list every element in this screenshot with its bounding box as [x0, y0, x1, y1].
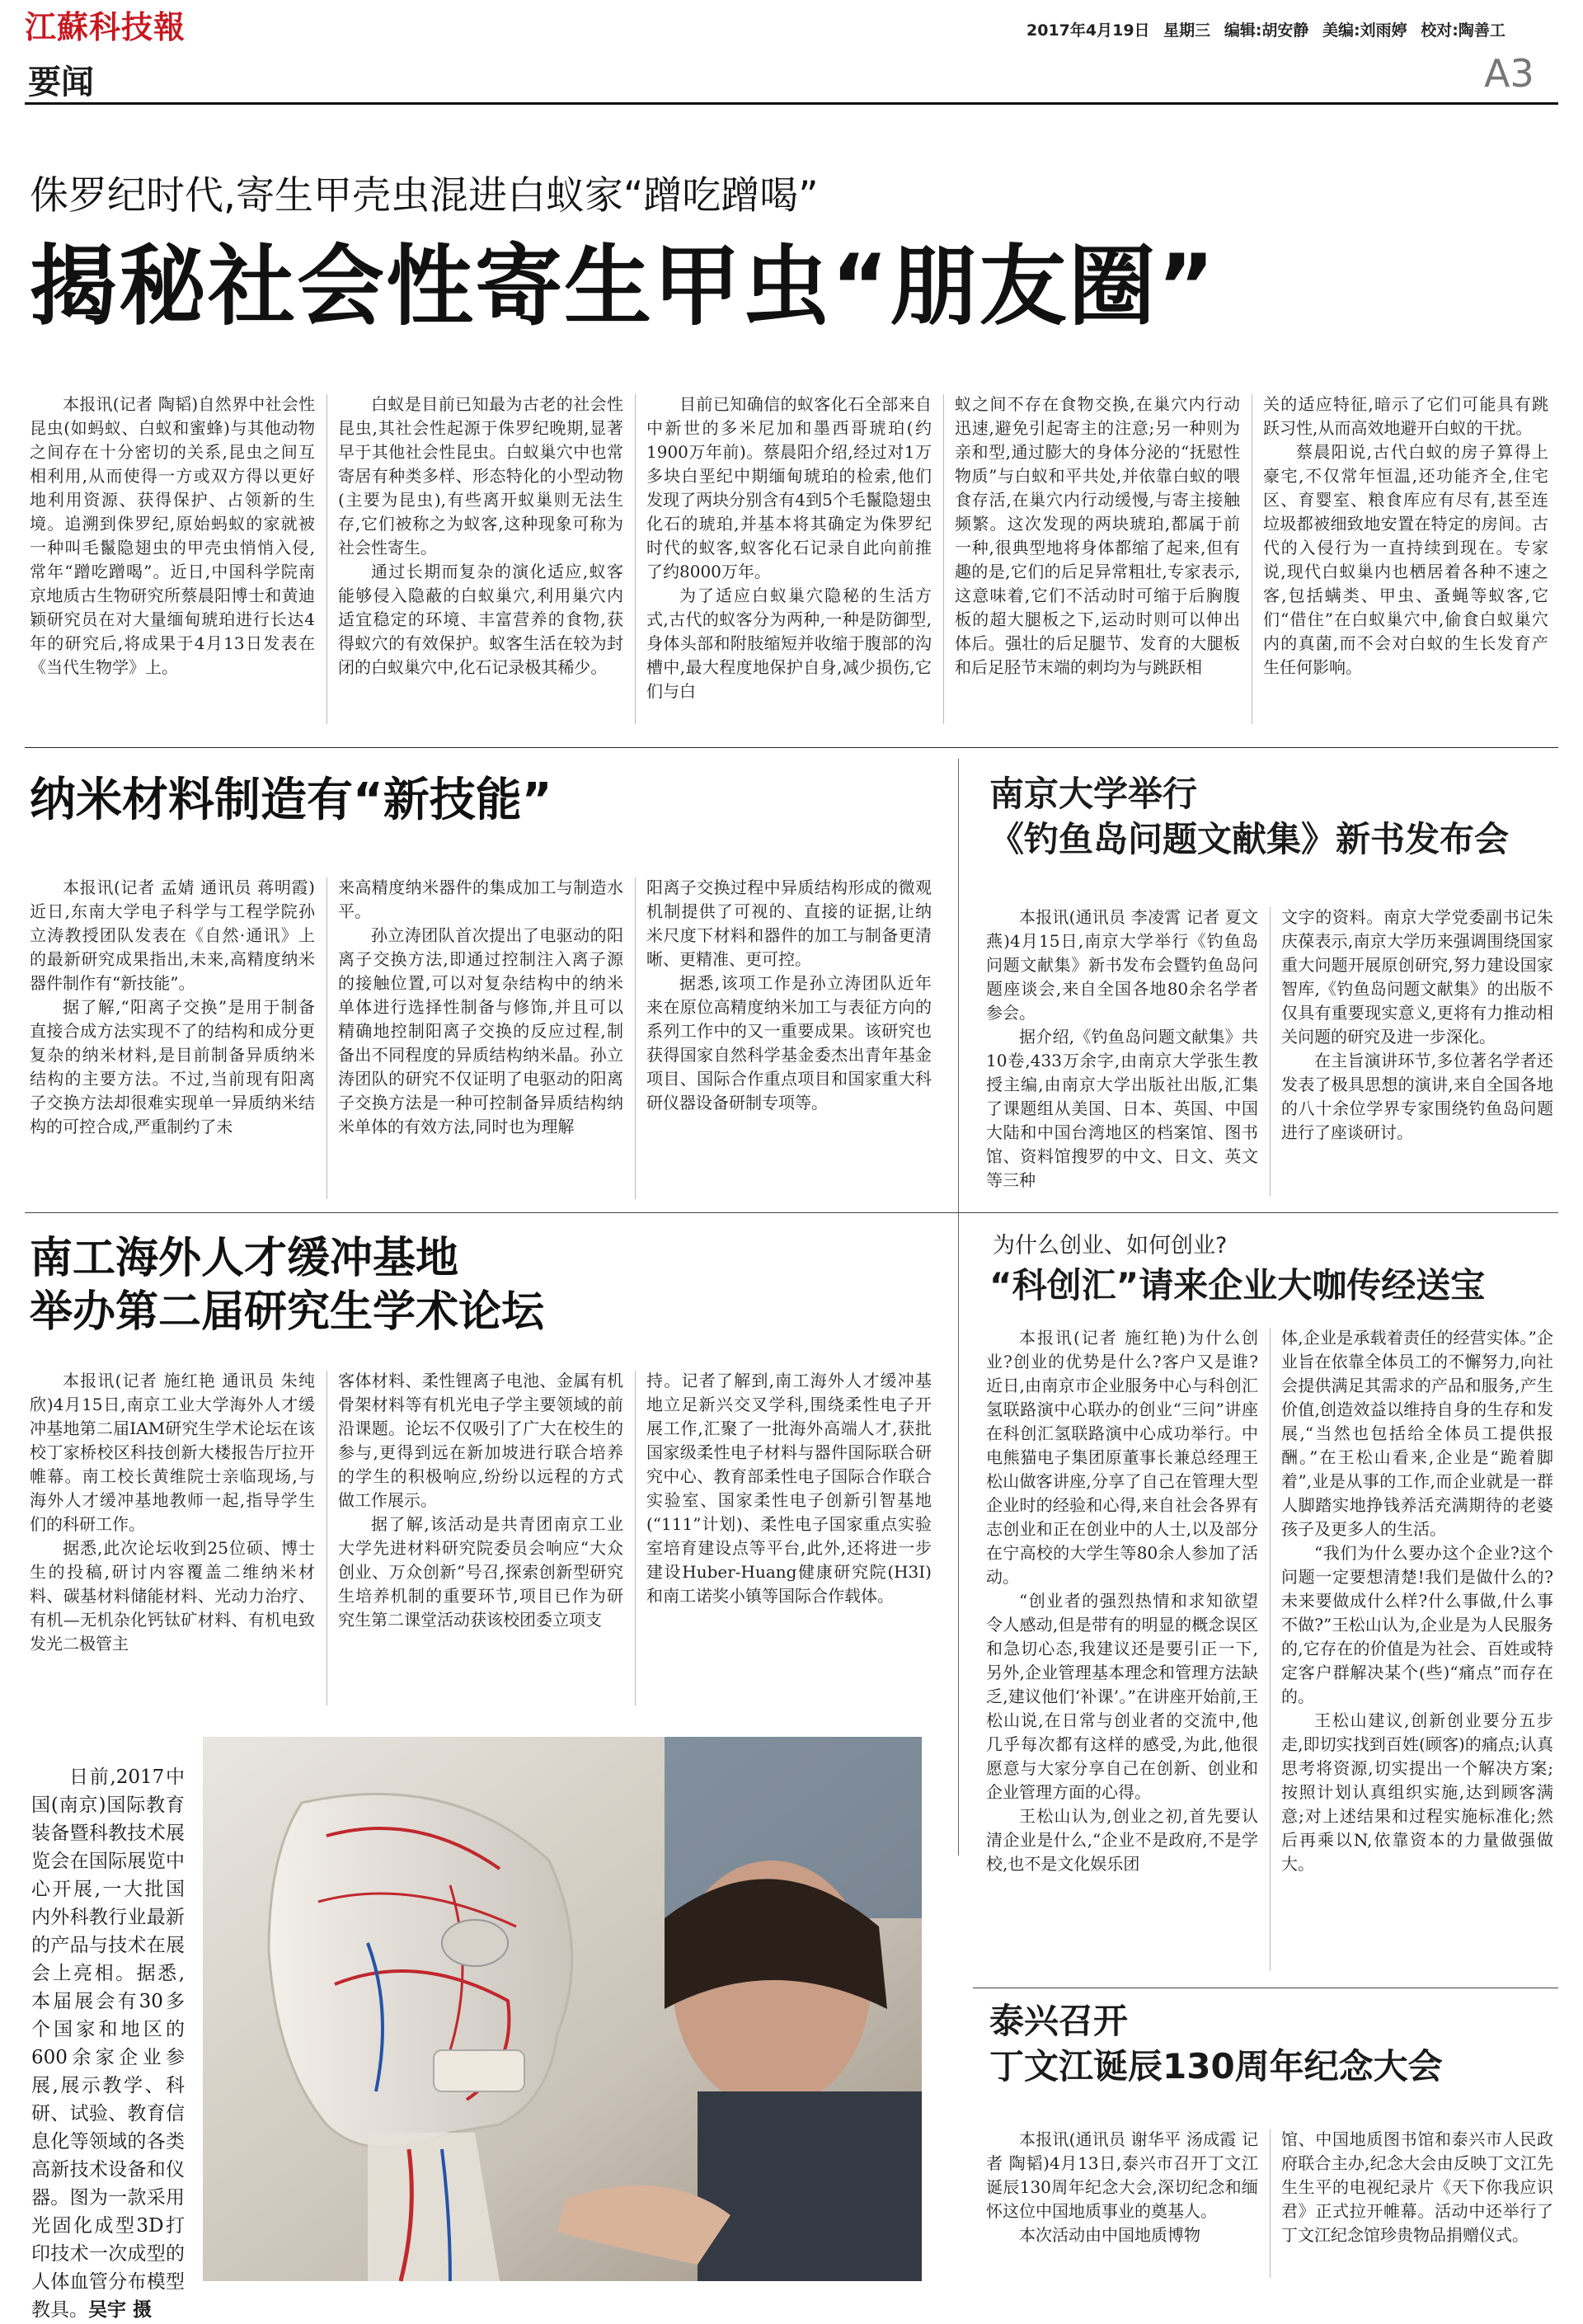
designer-credit: 美编:刘雨婷	[1322, 21, 1407, 40]
nano-paragraph: 来高精度纳米器件的集成加工与制造水平。	[338, 877, 623, 921]
diaoyu-paragraph: 在主旨演讲环节,多位著名学者还发表了极具思想的演讲,来自全国各地的八十余位学界专家围绕钓鱼岛问题进行了座谈研讨。	[1281, 1051, 1553, 1142]
nangong-column-1	[30, 1369, 315, 1712]
nangong-paragraph: 持。记者了解到,南工海外人才缓冲基地立足新兴交叉学科,围绕柔性电子开展工作,汇聚了一批海外高端人才,获批国家级柔性电子材料与器件国际联合研究中心、教育部柔性电子国际合作联合实验室、国家柔性电子创新引智基地(“111”计划)、柔性电子国家重点实验室培育建设点等平台,此外,还将进一步建设Huber-Huang健康研究院(H3I)和南工诺奖小镇等国际合作载体。	[646, 1371, 932, 1606]
news-photo	[203, 1737, 922, 2281]
taixing-column-1	[986, 2128, 1258, 2281]
column-divider	[1270, 2129, 1271, 2278]
diaoyu-paragraph: 本报讯(通讯员 李凌霄 记者 夏文燕)4月15日,南京大学举行《钓鱼岛问题文献集》新书发布会暨钓鱼岛问题座谈会,来自全国各地80余名学者参会。	[986, 907, 1258, 1023]
column-divider	[326, 1371, 327, 1705]
nangong-paragraph: 据了解,该活动是共青团南京工业大学先进材料研究院委员会响应“大众创业、万众创新”号召,探索创新型研究生培养机制的重要环节,项目已作为研究生第二课堂活动获该校团委立项支	[338, 1514, 623, 1630]
nangong-paragraph: 据悉,此次论坛收到25位硕、博士生的投稿,研讨内容覆盖二维纳米材料、碳基材料储能材料、光动力治疗、有机—无机杂化钙钛矿材料、有机电致发光二极管主	[30, 1538, 315, 1654]
page-number: A3	[1484, 51, 1534, 96]
taixing-headline-line1: 泰兴召开	[989, 2001, 1129, 2041]
column-divider	[635, 877, 636, 1199]
lead-column-2	[338, 393, 623, 731]
nangong-paragraph: 客体材料、柔性锂离子电池、金属有机骨架材料等有机光电子学主要领域的前沿课题。论坛不仅吸引了广大在校生的参与,更得到远在新加坡进行联合培养的学生的积极响应,纷纷以远程的方式做工作展示。	[338, 1371, 623, 1510]
diaoyu-headline-line2: 《钓鱼岛问题文献集》新书发布会	[989, 818, 1510, 859]
nano-paragraph: 据了解,“阳离子交换”是用于制备直接合成方法实现不了的结构和成分更复杂的纳米材料,是目前制备异质纳米结构的主要方法。不过,当前现有阳离子交换方法却很难实现单一异质纳米结构的可控合成,严重制约了未	[30, 997, 315, 1136]
nangong-paragraph: 本报讯(记者 施红艳 通讯员 朱纯欣)4月15日,南京工业大学海外人才缓冲基地第二届IAM研究生学术论坛在该校丁家桥校区科技创新大楼报告厅拉开帷幕。南工校长黄维院士亲临现场,与海外人才缓冲基地教师一起,指导学生们的科研工作。	[30, 1371, 315, 1534]
column-divider	[635, 394, 636, 724]
nano-paragraph: 据悉,该项工作是孙立涛团队近年来在原位高精度纳米加工与表征方向的系列工作中的又一重要成果。该研究也获得国家自然科学基金委杰出青年基金项目、国际合作重点项目和国家重大科研仪器设备研制专项等。	[646, 973, 932, 1113]
lead-paragraph: 蔡晨阳说,古代白蚁的房子算得上豪宅,不仅常年恒温,还功能齐全,住宅区、育婴室、粮食库应有尽有,甚至连垃圾都被细致地安置在特定的房间。古代的入侵行为一直持续到现在。专家说,现代白蚁巢内也栖居着各种不速之客,包括螨类、甲虫、蚤蝇等蚁客,它们“借住”在白蚁巢穴中,偷食白蚁巢穴内的真菌,而不会对白蚁的生长发育产生任何影响。	[1263, 442, 1548, 677]
column-divider	[1270, 907, 1271, 1196]
lead-column-3	[646, 393, 932, 731]
lead-paragraph: 关的适应特征,暗示了它们可能具有跳跃习性,从而高效地避开白蚁的干扰。	[1263, 394, 1548, 438]
nano-paragraph: 阳离子交换过程中异质结构形成的微观机制提供了可视的、直接的证据,让纳米尺度下材料和器件的加工与制备更清晰、更精准、更可控。	[646, 877, 932, 969]
taixing-paragraph: 本报讯(通讯员 谢华平 汤成霞 记者 陶韬)4月13日,泰兴市召开丁文江诞辰130周年纪念大会,深切纪念和缅怀这位中国地质事业的奠基人。	[986, 2129, 1258, 2221]
header-divider	[25, 102, 1558, 105]
column-divider	[943, 394, 944, 724]
masthead-logo: 江蘇科技報	[25, 8, 186, 45]
section-divider	[25, 1212, 1558, 1213]
photo-credit: 吴宇 摄	[88, 2299, 153, 2321]
nangong-column-2	[338, 1369, 623, 1712]
kechuang-column-1	[986, 1326, 1258, 1978]
caption-text: 日前,2017中国(南京)国际教育装备暨科教技术展览会在国际展览中心开展,一大批国内外科教行业最新的产品与技术在展会上亮相。据悉,本届展会有30多个国家和地区的600余家企业参展,展示教学、科研、试验、教育信息化等领域的各类高新技术设备和仪器。图为一款采用光固化成型3D打印技术一次成型的人体血管分布模型教具。	[31, 1767, 185, 2321]
nangong-headline-line2: 举办第二届研究生学术论坛	[30, 1287, 545, 1337]
diaoyu-headline-line1: 南京大学举行	[989, 774, 1198, 814]
lead-column-4	[955, 393, 1240, 731]
lead-paragraph: 通过长期而复杂的演化适应,蚁客能够侵入隐蔽的白蚁巢穴,利用巢穴内适宜稳定的环境、丰富营养的食物,获得蚁穴的有效保护。蚁客生活在较为封闭的白蚁巢穴中,化石记录极其稀少。	[338, 562, 623, 677]
issue-weekday: 星期三	[1163, 21, 1211, 40]
nano-headline: 纳米材料制造有“新技能”	[30, 774, 552, 827]
diaoyu-paragraph: 文字的资料。南京大学党委副书记朱庆葆表示,南京大学历来强调围绕国家重大问题开展原创研究,努力建设国家智库,《钓鱼岛问题文献集》的出版不仅具有重要现实意义,更将有力推动相关问题的研究及进一步深化。	[1281, 907, 1553, 1047]
kechuang-paragraph: “我们为什么要办这个企业?这个问题一定要想清楚!我们是做什么的?未来要做成什么样?什么事做,什么事不做?”王松山认为,企业是为人民服务的,它存在的价值是为社会、百姓或特定客户群解决某个(些)“痛点”而存在的。	[1281, 1543, 1553, 1706]
section-title: 要闻	[28, 64, 94, 101]
column-divider	[326, 394, 327, 724]
diaoyu-paragraph: 据介绍,《钓鱼岛问题文献集》共10卷,433万余字,由南京大学张生教授主编,由南京大学出版社出版,汇集了课题组从美国、日本、英国、中国大陆和中国台湾地区的档案馆、图书馆、资料馆搜罗的中文、日文、英文等三种	[986, 1027, 1258, 1190]
nangong-headline	[30, 1232, 544, 1339]
kechuang-paragraph: 本报讯(记者 施红艳)为什么创业?创业的优势是什么?客户又是谁?近日,由南京市企业服务中心与科创汇氢联路演中心联办的创业“三问”讲座在科创汇氢联路演中心成功举行。中电熊猫电子集团原董事长兼总经理王松山做客讲座,分享了自己在管理大型企业时的经验和心得,来自社会各界有志创业和正在创业中的人士,以及部分在宁高校的大学生等80余人参加了活动。	[986, 1328, 1258, 1587]
lead-paragraph: 本报讯(记者 陶韬)自然界中社会性昆虫(如蚂蚁、白蚁和蜜蜂)与其他动物之间存在十分密切的关系,昆虫之间互相利用,从而使得一方或双方得以更好地利用资源、获得保护、占领新的生境。追溯到侏罗纪,原始蚂蚁的家就被一种叫毛鬣隐翅虫的甲壳虫悄悄入侵,常年“蹭吃蹭喝”。近日,中国科学院南京地质古生物研究所蔡晨阳博士和黄迪颖研究员在对大量缅甸琥珀进行长达4年的研究后,将成果于4月13日发表在《当代生物学》上。	[30, 394, 315, 677]
nano-paragraph: 孙立涛团队首次提出了电驱动的阳离子交换方法,即通过控制注入离子源的接触位置,可以对复杂结构中的纳米单体进行选择性制备与修饰,并且可以精确地控制阳离子交换的反应过程,制备出不同程度的异质结构纳米晶。孙立涛团队的研究不仅证明了电驱动的阳离子交换方法是一种可控制备异质结构纳米单体的有效方法,同时也为理解	[338, 925, 623, 1136]
taixing-paragraph: 本次活动由中国地质博物	[1019, 2225, 1200, 2245]
kechuang-kicker: 为什么创业、如何创业?	[993, 1233, 1228, 1258]
lead-paragraph: 为了适应白蚁巢穴隐秘的生活方式,古代的蚁客分为两种,一种是防御型,身体头部和附肢缩短并收缩于腹部的沟槽中,最大程度地保护自身,减少损伤,它们与白	[646, 586, 932, 701]
lead-column-5	[1263, 393, 1548, 731]
nangong-column-3	[646, 1369, 932, 1712]
taixing-headline-line2: 丁文江诞辰130周年纪念大会	[989, 2045, 1443, 2086]
issue-info	[1026, 18, 1514, 40]
taixing-column-2	[1281, 2128, 1553, 2281]
column-divider	[1270, 1328, 1271, 1971]
lead-kicker: 侏罗纪时代,寄生甲壳虫混进白蚁家“蹭吃蹭喝”	[30, 173, 819, 219]
kechuang-headline: “科创汇”请来企业大咖传经送宝	[989, 1265, 1486, 1305]
lead-column-1	[30, 393, 315, 731]
proofreader-credit: 校对:陶善工	[1421, 21, 1505, 40]
lead-paragraph: 目前已知确信的蚁客化石全部来自中新世的多米尼加和墨西哥琥珀(约1900万年前)。蔡晨阳介绍,经过对1万多块白垩纪中期缅甸琥珀的检索,他们发现了两块分别含有4到5个毛鬣隐翅虫化石的琥珀,并基本将其确定为侏罗纪时代的蚁客,蚁客化石记录自此向前推了约8000万年。	[646, 394, 932, 581]
kechuang-paragraph: 王松山建议,创新创业要分五步走,即切实找到百姓(顾客)的痛点;认真思考将资源,切实提出一个解决方案;按照计划认真组织实施,达到顾客满意;对上述结果和过程实施标准化;然后再乘以N,依靠资本的力量做强做大。	[1281, 1710, 1553, 1874]
kechuang-paragraph: “创业者的强烈热情和求知欲望令人感动,但是带有的明显的概念误区和急切心态,我建议还是要引正一下,另外,企业管理基本理念和管理方法缺乏,建议他们‘补课’。”在讲座开始前,王松山说,在日常与创业者的交流中,他几乎每次都有这样的感受,为此,他很愿意与大家分享自己在创新、创业和企业管理方面的心得。	[986, 1591, 1258, 1802]
lead-headline: 揭秘社会性寄生甲虫“朋友圈”	[30, 236, 1217, 337]
editor-credit: 编辑:胡安静	[1224, 21, 1309, 40]
taixing-paragraph: 馆、中国地质图书馆和泰兴市人民政府联合主办,纪念大会由反映丁文江先生生平的电视纪录片《天下你我应识君》正式拉开帷幕。活动中还举行了丁文江纪念馆珍贵物品捐赠仪式。	[1281, 2129, 1553, 2245]
diaoyu-column-2	[1281, 906, 1553, 1202]
section-divider	[25, 747, 1558, 748]
column-divider	[326, 877, 327, 1199]
nano-paragraph: 本报讯(记者 孟婧 通讯员 蒋明霞)近日,东南大学电子科学与工程学院孙立涛教授团队发表在《自然·通讯》上的最新研究成果指出,未来,高精度纳米器件制作有“新技能”。	[30, 877, 315, 993]
column-divider	[635, 1371, 636, 1705]
kechuang-paragraph: 王松山认为,创业之初,首先要认清企业是什么,“企业不是政府,不是学校,也不是文化娱乐团	[986, 1806, 1258, 1874]
lead-paragraph: 蚁之间不存在食物交换,在巢穴内行动迅速,避免引起寄主的注意;另一种则为亲和型,通过膨大的身体分泌的“抚慰性物质”与白蚁和平共处,并依靠白蚁的喂食存活,在巢穴内行动缓慢,与寄主接触频繁。这次发现的两块琥珀,都属于前一种,很典型地将身体都缩了起来,但有趣的是,它们的后足异常粗壮,专家表示,这意味着,它们不活动时可缩于后胸腹板的超大腿板之下,运动时则可以伸出体后。强壮的后足腿节、发育的大腿板和后足胫节末端的刺均为与跳跃相	[955, 394, 1240, 677]
nano-column-2	[338, 876, 623, 1206]
nano-column-1	[30, 876, 315, 1206]
kechuang-paragraph: 体,企业是承载着责任的经营实体。”企业旨在依靠全体员工的不懈努力,向社会提供满足其需求的产品和服务,产生价值,创造效益以维持自身的生存和发展,“当然也包括给全体员工提供报酬。”在王松山看来,企业是“跪着脚着”,业是从事的工作,而企业就是一群人脚踏实地挣钱养活充满期待的老婆孩子及更多人的生活。	[1281, 1328, 1553, 1539]
kechuang-column-2	[1281, 1326, 1553, 1978]
nangong-headline-line1: 南工海外人才缓冲基地	[30, 1234, 459, 1283]
photo-caption	[31, 1763, 185, 2324]
nano-column-3	[646, 876, 932, 1206]
diaoyu-column-1	[986, 906, 1258, 1202]
issue-date: 2017年4月19日	[1026, 21, 1150, 40]
diaoyu-headline	[989, 772, 1509, 862]
right-rail-divider	[958, 759, 959, 1856]
news-photo-illustration	[203, 1737, 922, 2281]
taixing-headline	[989, 1999, 1443, 2089]
lead-paragraph: 白蚁是目前已知最为古老的社会性昆虫,其社会性起源于侏罗纪晚期,显著早于其他社会性昆虫。白蚁巢穴中也常寄居有种类多样、形态特化的小型动物(主要为昆虫),有些离开蚁巢则无法生存,它们被称之为蚁客,这种现象可称为社会性寄生。	[338, 394, 623, 557]
